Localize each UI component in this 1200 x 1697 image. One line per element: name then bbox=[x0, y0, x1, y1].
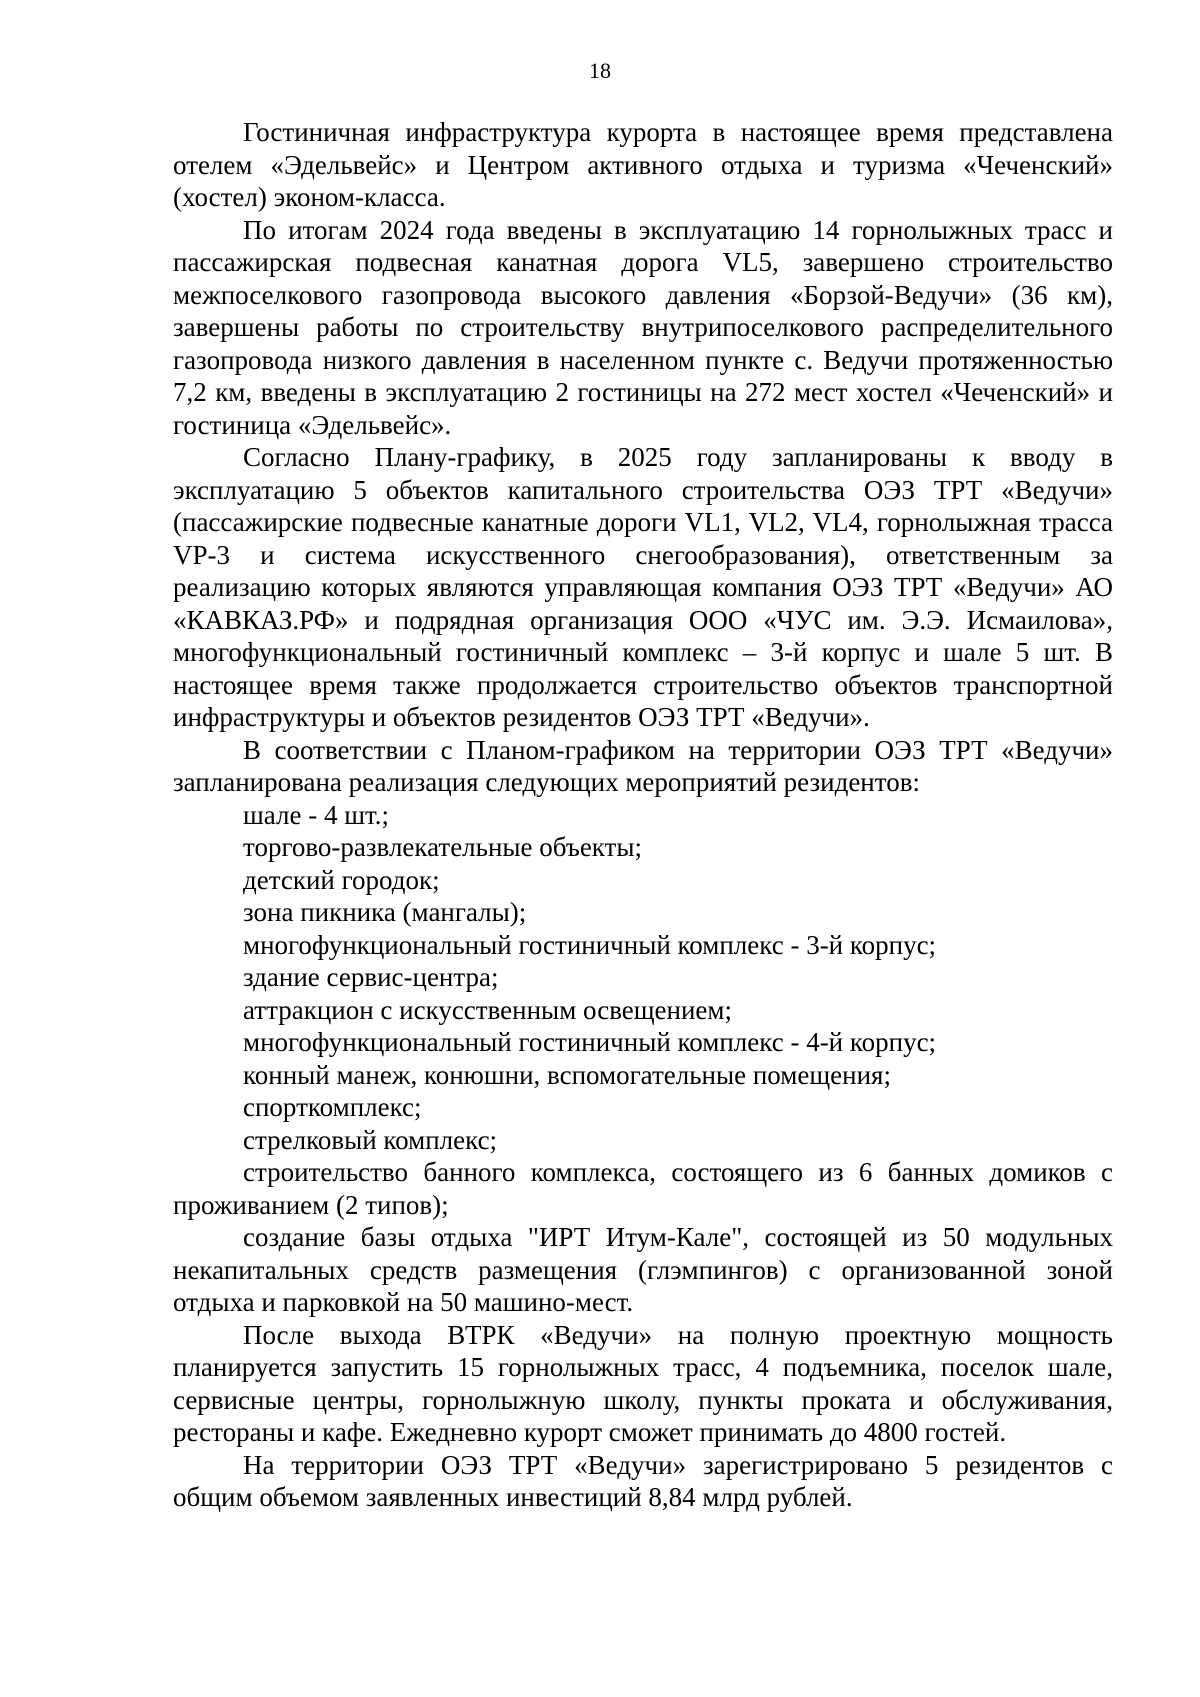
document-body bbox=[173, 116, 1113, 1514]
list-item: спорткомплекс; bbox=[243, 1092, 422, 1122]
list-item: создание базы отдыха "ИРТ Итум-Кале", состоящей из 50 модульных некапитальных средств размещения (глэмпингов) с организованной зоной отдыха и парковкой на 50 машино-мест. bbox=[173, 1222, 1113, 1317]
paragraph-residents-intro: В соответствии с Планом-графиком на территории ОЭЗ ТРТ «Ведучи» запланирована реализация следующих мероприятий резидентов: bbox=[173, 734, 1113, 797]
paragraph-2025-plan: Согласно Плану-графику, в 2025 году запланированы к вводу в эксплуатацию 5 объектов капитального строительства ОЭЗ ТРТ «Ведучи» (пассажирские подвесные канатные дороги VL1, VL2, VL4, горнолыжная трасса VP-3 и система искусственного снегообразования), ответственным за реализацию которых являются управляющая компания ОЭЗ ТРТ «Ведучи» АО «КАВКАЗ.РФ» и подрядная организация ООО «ЧУС им. Э.Э. Исмаилова», многофункциональный гостиничный комплекс – 3-й корпус и шале 5 шт. В настоящее время также продолжается строительство объектов транспортной инфраструктуры и объектов резидентов ОЭЗ ТРТ «Ведучи». bbox=[173, 442, 1113, 732]
list-item: торгово-развлекательные объекты; bbox=[243, 832, 643, 862]
paragraph-2024-results: По итогам 2024 года введены в эксплуатацию 14 горнолыжных трасс и пассажирская подвесная канатная дорога VL5, завершено строительство межпоселкового газопровода высокого давления «Борзой-Ведучи» (36 км), завершены работы по строительству внутрипоселкового распределительного газопровода низкого давления в населенном пункте с. Ведучи протяженностью 7,2 км, введены в эксплуатацию 2 гостиницы на 272 мест хостел «Чеченский» и гостиница «Эдельвейс». bbox=[173, 214, 1113, 440]
list-item: аттракцион с искусственным освещением; bbox=[243, 994, 733, 1025]
list-item: конный манеж, конюшни, вспомогательные помещения; bbox=[243, 1059, 891, 1090]
list-item: стрелковый комплекс; bbox=[243, 1124, 498, 1155]
list-item: здание сервис-центра; bbox=[243, 962, 499, 992]
page-number: 18 bbox=[589, 58, 611, 83]
list-item: детский городок; bbox=[243, 864, 440, 895]
paragraph-registered-residents: На территории ОЭЗ ТРТ «Ведучи» зарегистрировано 5 резидентов с общим объемом заявленных инвестиций 8,84 млрд рублей. bbox=[173, 1449, 1113, 1512]
list-item: строительство банного комплекса, состоящего из 6 банных домиков с проживанием (2 типов); bbox=[173, 1157, 1113, 1220]
list-item: зона пикника (мангалы); bbox=[243, 897, 527, 927]
paragraph-hotel-infrastructure: Гостиничная инфраструктура курорта в настоящее время представлена отелем «Эдельвейс» и Центром активного отдыха и туризма «Чеченский» (хостел) эконом-класса. bbox=[173, 117, 1113, 212]
list-item: многофункциональный гостиничный комплекс - 3-й корпус; bbox=[243, 929, 937, 960]
list-item: шале - 4 шт.; bbox=[243, 799, 390, 830]
residents-activities-list bbox=[173, 799, 1113, 1319]
paragraph-full-capacity: После выхода ВТРК «Ведучи» на полную проектную мощность планируется запустить 15 горнолыжных трасс, 4 подъемника, поселок шале, сервисные центры, горнолыжную школу, пункты проката и обслуживания, рестораны и кафе. Ежедневно курорт сможет принимать до 4800 гостей. bbox=[173, 1319, 1113, 1447]
list-item: многофункциональный гостиничный комплекс - 4-й корпус; bbox=[243, 1027, 937, 1057]
